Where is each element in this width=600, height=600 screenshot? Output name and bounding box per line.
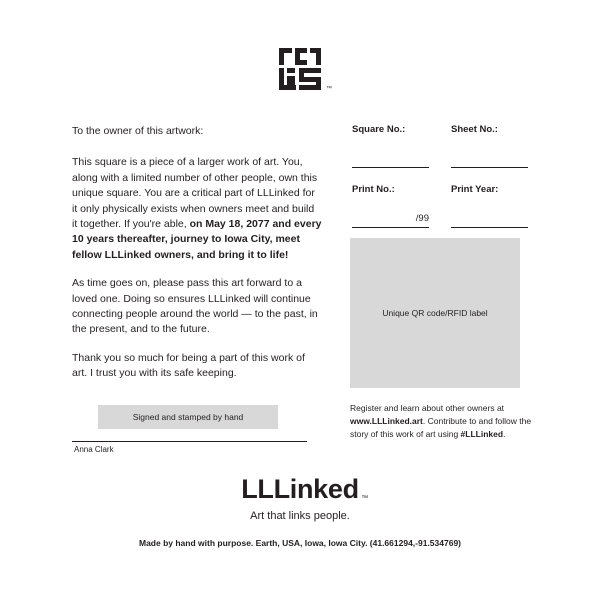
qr-code-placeholder-label: Unique QR code/RFID label <box>382 308 488 318</box>
field-square-no-rule <box>352 167 429 168</box>
signed-stamp-box <box>98 405 278 429</box>
llinked-monogram-icon <box>277 46 332 92</box>
tagline: Art that links people. <box>250 510 350 522</box>
register-line-two: . Contribute to and follow the story of this work of art using <box>350 416 532 439</box>
field-square-no-label: Square No.: <box>352 124 406 135</box>
register-site[interactable]: www.LLLinked.art <box>350 416 423 426</box>
wordmark <box>241 474 368 505</box>
signed-stamp-label: Signed and stamped by hand <box>132 412 244 422</box>
signature-rule <box>72 441 307 442</box>
field-print-no-value[interactable]: /99 <box>415 213 429 224</box>
field-sheet-no <box>451 124 528 168</box>
salutation: To the owner of this artwork: <box>72 125 204 137</box>
field-print-no-label: Print No.: <box>352 184 395 195</box>
paragraph-three: Thank you so much for being a part of this work of art. I trust you with its safe keeping. <box>72 351 305 380</box>
paragraph-one-text: This square is a piece of a larger work of art. You, along with a limited number of other people, own this unique square. You are a critical part of LLLinked for it only physically exists when owners meet and build it together. If you're able, <box>72 156 318 231</box>
register-hashtag[interactable]: #LLLinked <box>460 429 504 439</box>
register-line-one: Register and learn about other owners at <box>350 403 505 413</box>
field-print-year-rule <box>451 227 528 228</box>
field-sheet-no-value[interactable] <box>451 153 528 165</box>
letter-text-column <box>72 124 322 382</box>
wordmark-text: LLLinked <box>241 474 359 504</box>
field-print-year-value[interactable] <box>451 213 528 225</box>
register-period: . <box>503 429 506 439</box>
paragraph-one-bold: on May 18, 2077 and every 10 years thereafter, journey to Iowa City, meet fellow LLLinked owners, and bring it to life! <box>72 218 322 261</box>
fields-grid <box>352 124 528 244</box>
register-info <box>350 402 545 441</box>
field-print-no-rule <box>352 227 429 228</box>
paragraph-one <box>72 155 322 263</box>
field-sheet-no-rule <box>451 167 528 168</box>
logo-mark-container <box>0 46 600 92</box>
field-sheet-no-label: Sheet No.: <box>451 124 498 135</box>
footer-text: Made by hand with purpose. Earth, USA, Iowa, Iowa City. (41.661294,-91.534769) <box>139 538 461 548</box>
field-square-no <box>352 124 429 168</box>
signature-name: Anna Clark <box>74 445 114 454</box>
qr-code-placeholder <box>350 238 520 388</box>
logo-trademark: ™ <box>326 86 332 92</box>
field-print-year-label: Print Year: <box>451 184 499 195</box>
wordmark-trademark: ™ <box>361 495 368 502</box>
field-print-no <box>352 184 429 228</box>
field-print-year <box>451 184 528 228</box>
field-square-no-value[interactable] <box>352 153 429 165</box>
paragraph-two: As time goes on, please pass this art forward to a loved one. Doing so ensures LLLinked will continue connecting people around the world — to the past, in the present, and to the future. <box>72 277 318 336</box>
wordmark-container <box>0 474 600 522</box>
